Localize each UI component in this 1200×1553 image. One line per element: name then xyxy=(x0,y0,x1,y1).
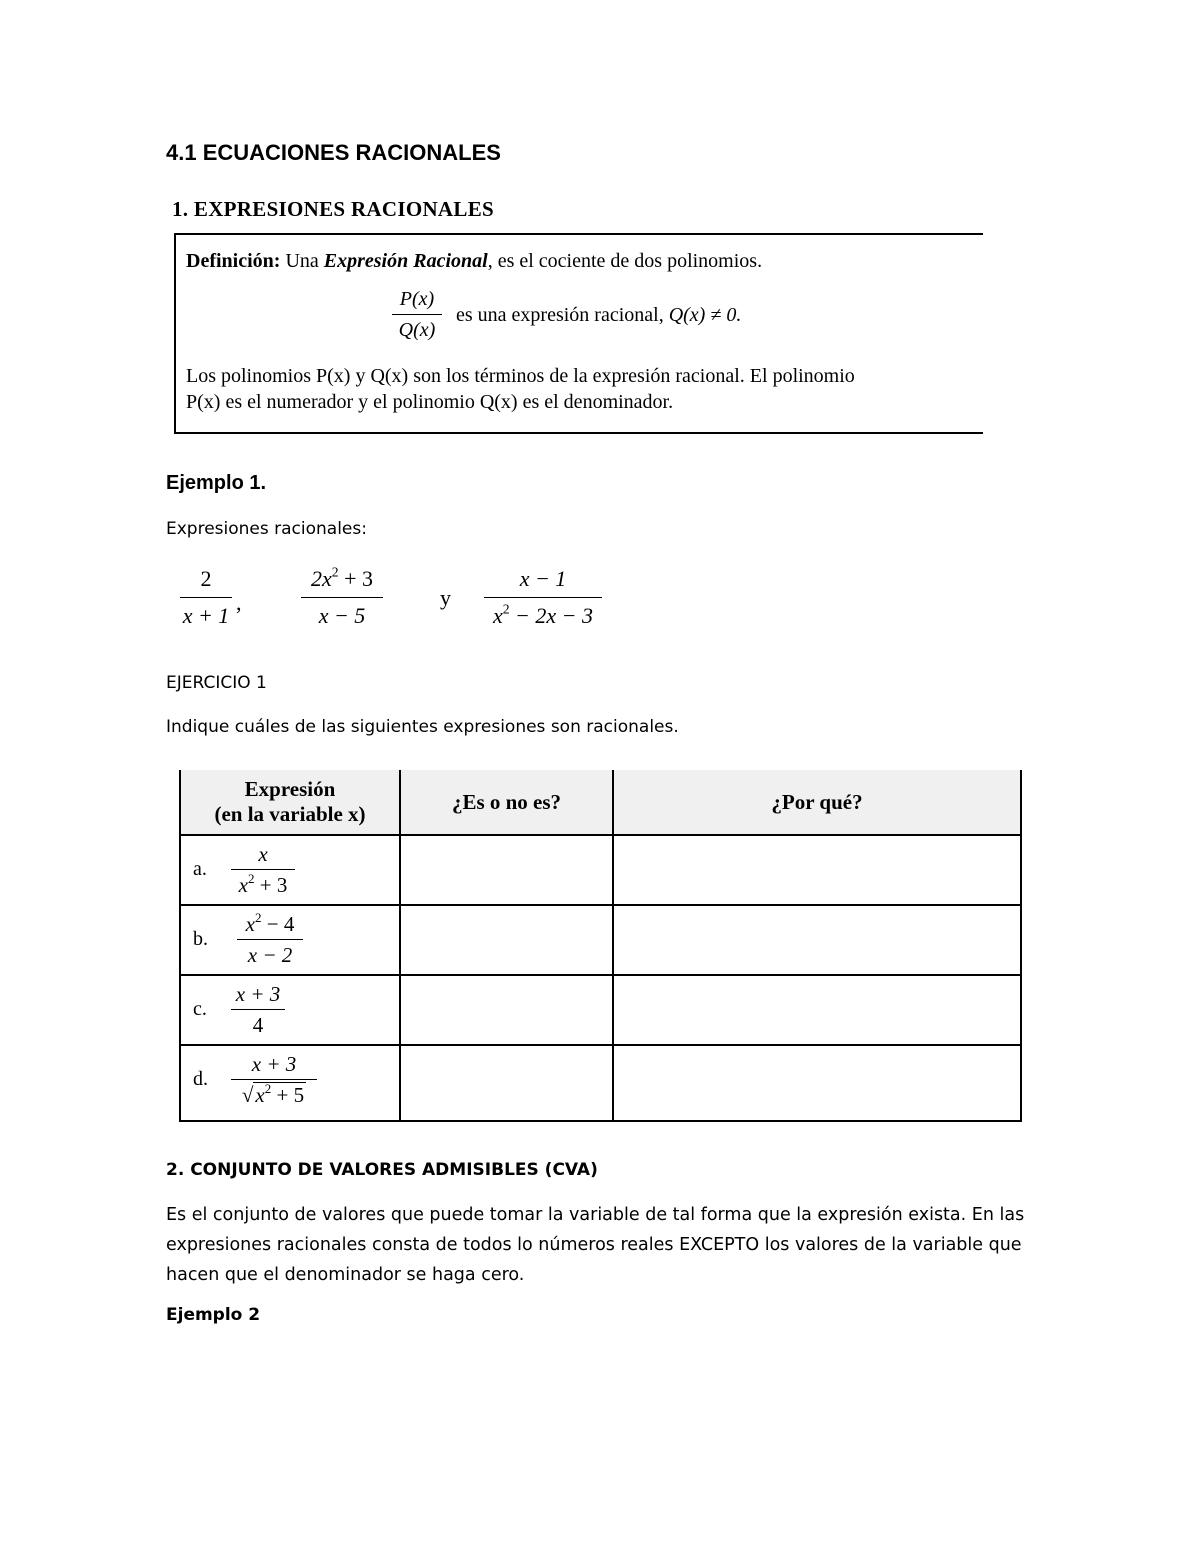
row-label: a. xyxy=(193,858,207,880)
fraction-denominator: x − 5 xyxy=(318,603,366,628)
fraction-denominator: $x^2 - 2x - 3$ xyxy=(492,601,594,628)
row-label: b. xyxy=(193,928,208,950)
nonzero-condition: Q(x) ≠ 0. xyxy=(668,304,742,326)
answer-cell-a[interactable] xyxy=(400,835,613,905)
expression-cell-c xyxy=(180,975,400,1045)
rational-expressions-label: Expresiones racionales: xyxy=(166,519,367,539)
definition-fraction-text xyxy=(456,304,741,327)
exercise-table xyxy=(179,770,1022,1122)
section-heading-cva: 2. CONJUNTO DE VALORES ADMISIBLES (CVA) xyxy=(166,1160,598,1180)
fraction-numerator: 2 xyxy=(200,566,212,591)
header-why: ¿Por qué? xyxy=(613,770,1021,835)
definition-numerator-line: P(x) es el numerador y el polinomio Q(x) es el denominador. xyxy=(186,391,674,413)
table-row xyxy=(180,905,1021,975)
answer-cell-d[interactable] xyxy=(400,1045,613,1121)
definition-label: Definición: xyxy=(186,250,281,272)
row-label: d. xyxy=(193,1068,208,1090)
expression-cell-b xyxy=(180,905,400,975)
reason-cell-c[interactable] xyxy=(613,975,1021,1045)
example2-heading: Ejemplo 2 xyxy=(166,1305,261,1325)
table-header-row xyxy=(180,770,1021,835)
expression-fraction-c: x + 3 4 xyxy=(231,981,285,1038)
example-fraction-1 xyxy=(180,565,232,630)
fraction-bar xyxy=(180,597,232,598)
reason-cell-d[interactable] xyxy=(613,1045,1021,1121)
header-expression: Expresión (en la variable x) xyxy=(180,770,400,835)
fraction-description: es una expresión racional, xyxy=(456,304,669,326)
reason-cell-a[interactable] xyxy=(613,835,1021,905)
fraction-numerator: $2x^2 + 3$ xyxy=(311,564,373,591)
answer-cell-c[interactable] xyxy=(400,975,613,1045)
table-row xyxy=(180,835,1021,905)
definition-line xyxy=(186,250,762,273)
expression-fraction-a: x $x^2 + 3$ xyxy=(231,841,295,898)
definition-text: Una xyxy=(280,250,324,272)
fraction-denominator: Q(x) xyxy=(398,319,436,341)
header-is-or-not: ¿Es o no es? xyxy=(400,770,613,835)
expression-cell-a xyxy=(180,835,400,905)
definition-text-end: , es el cociente de dos polinomios. xyxy=(487,250,763,272)
expression-fraction-b: $x^2 - 4$ x − 2 xyxy=(237,911,303,968)
fraction-bar xyxy=(301,597,383,598)
definition-fraction xyxy=(392,287,442,342)
expression-fraction-d: x + 3 $√x^2 + 5$ xyxy=(231,1051,317,1108)
reason-cell-b[interactable] xyxy=(613,905,1021,975)
exercise1-instruction: Indique cuáles de las siguientes expresiones son racionales. xyxy=(166,717,679,737)
fraction-numerator: P(x) xyxy=(399,288,435,310)
row-label: c. xyxy=(193,998,207,1020)
fraction-denominator: x + 1 xyxy=(182,603,230,628)
table-row xyxy=(180,975,1021,1045)
square-root: $√x^2 + 5$ xyxy=(241,1080,305,1107)
fraction-bar xyxy=(392,314,442,315)
section-heading-rational-expressions: 1. EXPRESIONES RACIONALES xyxy=(172,197,494,221)
cva-paragraph: Es el conjunto de valores que puede tomar la variable de tal forma que la expresión exista. En las expresiones racionales consta de todos lo números reales EXCEPTO los valores de la variable que hacen que el denominador se haga cero. xyxy=(166,1205,1025,1285)
fraction-numerator: x − 1 xyxy=(519,566,567,591)
definition-terms-line: Los polinomios P(x) y Q(x) son los términos de la expresión racional. El polinomio xyxy=(186,365,855,387)
table-row xyxy=(180,1045,1021,1121)
example-fraction-3 xyxy=(484,565,602,630)
fraction-bar xyxy=(484,597,602,598)
example1-heading: Ejemplo 1. xyxy=(166,472,267,494)
comma-separator: , xyxy=(236,590,242,615)
expression-cell-d xyxy=(180,1045,400,1121)
answer-cell-b[interactable] xyxy=(400,905,613,975)
example-fraction-2 xyxy=(301,565,383,630)
conjunction-y: y xyxy=(440,585,451,610)
exercise1-heading: EJERCICIO 1 xyxy=(166,673,267,693)
definition-term: Expresión Racional xyxy=(323,250,488,272)
page-title: 4.1 ECUACIONES RACIONALES xyxy=(166,140,501,165)
